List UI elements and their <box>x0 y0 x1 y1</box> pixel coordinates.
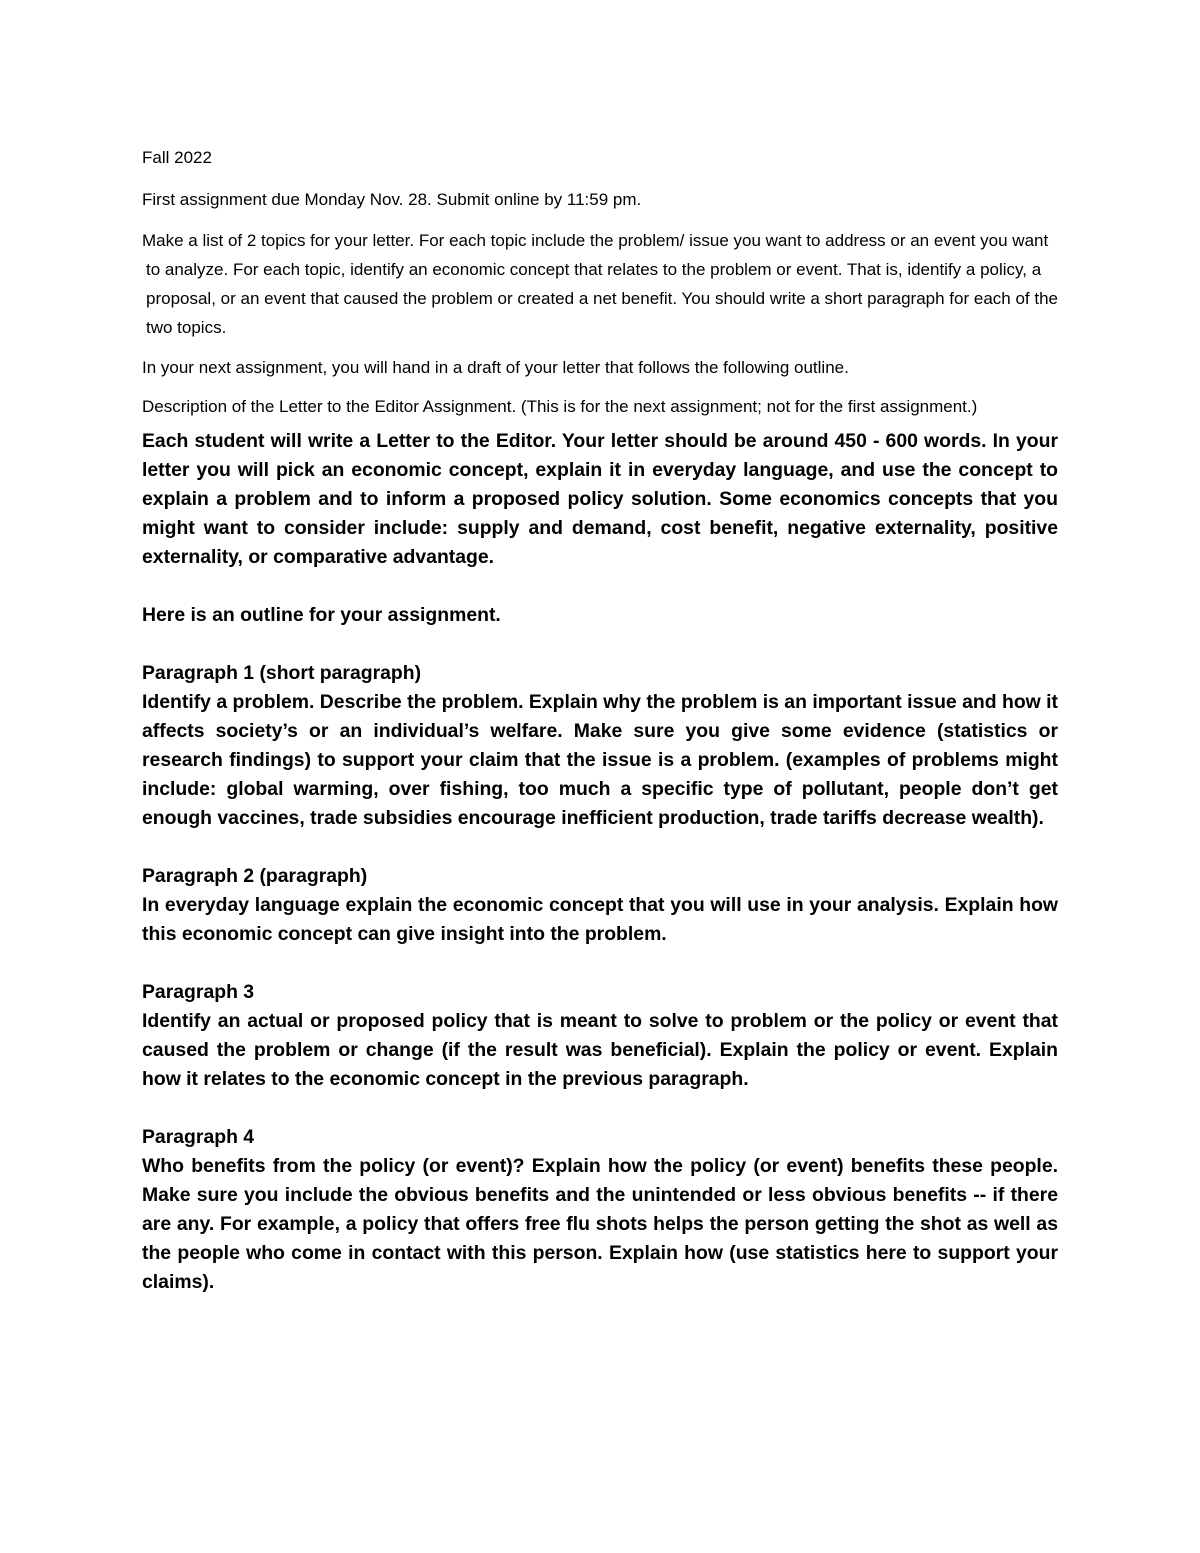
spacer <box>142 630 1058 659</box>
outline-section-2 <box>142 862 1058 949</box>
spacer <box>142 833 1058 862</box>
spacer <box>142 949 1058 978</box>
next-assignment-note: In your next assignment, you will hand in a draft of your letter that follows the following outline. <box>142 358 849 377</box>
letter-overview: Each student will write a Letter to the Editor. Your letter should be around 450 - 600 words. In your letter you will pick an economic concept, explain it in everyday language, and use the concept to explain a problem and to inform a proposed policy solution. Some economics concepts that you might want to consider include: supply and demand, cost benefit, negative externality, positive externality, or comparative advantage. <box>142 430 1058 568</box>
description-note: Description of the Letter to the Editor Assignment. (This is for the next assignment; not for the first assignment.) <box>142 397 978 416</box>
paragraph-1-heading: Paragraph 1 (short paragraph) <box>142 662 422 684</box>
spacer <box>142 1094 1058 1123</box>
paragraph-2-heading: Paragraph 2 (paragraph) <box>142 865 368 887</box>
spacer <box>142 572 1058 601</box>
paragraph-2-body: In everyday language explain the economic concept that you will use in your analysis. Explain how this economic concept can give insight into the problem. <box>142 894 1058 945</box>
paragraph-4-heading: Paragraph 4 <box>142 1126 255 1148</box>
paragraph-4-body: Who benefits from the policy (or event)? Explain how the policy (or event) benefits these people. Make sure you include the obvious benefits and the unintended or less obvious benefits -- if there are any. For example, a policy that offers free flu shots helps the person getting the shot as well as the people who come in contact with this person. Explain how (use statistics here to support your claims). <box>142 1155 1058 1293</box>
outline-section-3 <box>142 978 1058 1094</box>
topics-instructions: Make a list of 2 topics for your letter. For each topic include the problem/ issue you want to address or an event you want to analyze. For each topic, identify an economic concept that relates to the problem or event. That is, identify a policy, a proposal, or an event that caused the problem or created a net benefit. You should write a short paragraph for each of the two topics. <box>142 231 1058 337</box>
term-label: Fall 2022 <box>142 148 212 167</box>
outline-section-4 <box>142 1123 1058 1297</box>
paragraph-3-heading: Paragraph 3 <box>142 981 255 1003</box>
outline-section-1 <box>142 659 1058 833</box>
paragraph-3-body: Identify an actual or proposed policy that is meant to solve to problem or the policy or event that caused the problem or change (if the result was beneficial). Explain the policy or event. Explain how it relates to the economic concept in the previous paragraph. <box>142 1010 1058 1090</box>
document-body <box>142 143 1058 1297</box>
due-date-line: First assignment due Monday Nov. 28. Submit online by 11:59 pm. <box>142 190 642 209</box>
outline-intro: Here is an outline for your assignment. <box>142 604 501 626</box>
paragraph-1-body: Identify a problem. Describe the problem. Explain why the problem is an important issue and how it affects society’s or an individual’s welfare. Make sure you give some evidence (statistics or research findings) to support your claim that the issue is a problem. (examples of problems might include: global warming, over fishing, too much a specific type of pollutant, people don’t get enough vaccines, trade subsidies encourage inefficient production, trade tariffs decrease wealth). <box>142 691 1058 829</box>
